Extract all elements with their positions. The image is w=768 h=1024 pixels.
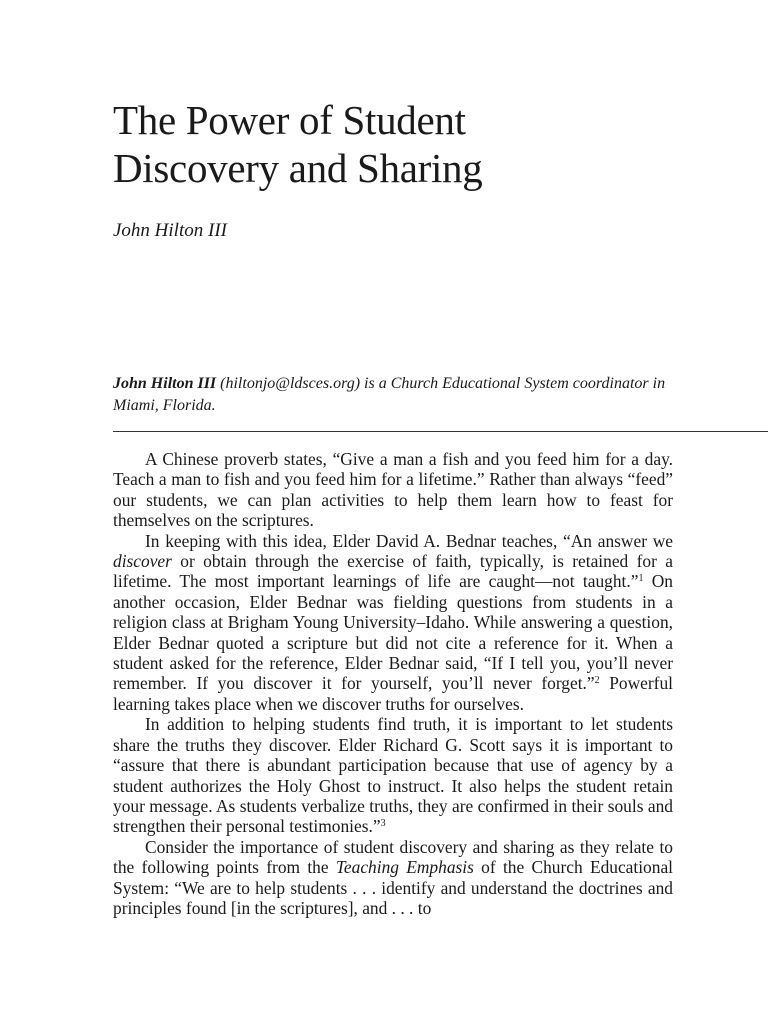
footnote-marker-2: 2 — [594, 675, 600, 687]
footnote-marker-3: 3 — [380, 818, 386, 830]
body-paragraph-4 — [113, 837, 673, 919]
paragraph-3-text: In addition to helping students find truth, it is important to let students share the truths they discover. Elder Richard G. Scott says it is important to “assure that there is abundant participation because that use of agency by a student authorizes the Holy Ghost to instruct. It also helps the student retain your message. As students verbalize truths, they are confirmed in their souls and strengthen their personal testimonies.” — [113, 714, 673, 837]
article-title — [113, 96, 673, 192]
title-line-2: Discovery and Sharing — [113, 145, 483, 191]
paragraph-4-text-b: of the Church Educational System: “We are to help students . . . identify and understand the doctrines and principles found [in the scriptures], and . . . to — [113, 857, 673, 918]
article-author: John Hilton III — [113, 220, 227, 241]
body-paragraph-2 — [113, 531, 673, 715]
paragraph-1-text: A Chinese proverb states, “Give a man a fish and you feed him for a day. Teach a man to fish and you feed him for a lifetime.” Rather than always “feed” our students, we can plan activities to help them learn how to feast for themselves on the scriptures. — [113, 449, 673, 531]
paragraph-2-text-a: In keeping with this idea, Elder David A. Bednar teaches, “An answer we — [145, 530, 673, 551]
emphasis-discover: discover — [113, 551, 172, 572]
paragraph-2-text-d: Powerful learning takes place when we discover truths for ourselves. — [113, 673, 673, 714]
title-line-1: The Power of Student — [113, 97, 466, 143]
body-paragraph-1 — [113, 449, 673, 531]
paragraph-2-text-b: or obtain through the exercise of faith, typically, is retained for a lifetime. The most important learnings of life are caught—not taught.” — [113, 551, 673, 592]
section-divider — [113, 431, 768, 432]
article-body — [113, 449, 673, 918]
author-bio — [113, 373, 673, 417]
bio-author-name: John Hilton III — [113, 375, 217, 392]
paragraph-4-text-a: Consider the importance of student discovery and sharing as they relate to the following points from the — [113, 836, 673, 878]
emphasis-teaching-emphasis: Teaching Emphasis — [335, 857, 474, 878]
paragraph-2-text-c: On another occasion, Elder Bednar was fielding questions from students in a religion class at Brigham Young University–Idaho. While answering a question, Elder Bednar quoted a scripture but did not cite a reference for it. When a student asked for the reference, Elder Bednar said, “If I tell you, you’ll never remember. If you discover it for yourself, you’ll never forget.” — [113, 571, 673, 694]
bio-text: (hiltonjo@ldsces.org) is a Church Educational System coordinator in Miami, Florida. — [113, 375, 666, 414]
footnote-marker-1: 1 — [638, 573, 644, 585]
body-paragraph-3 — [113, 714, 673, 836]
